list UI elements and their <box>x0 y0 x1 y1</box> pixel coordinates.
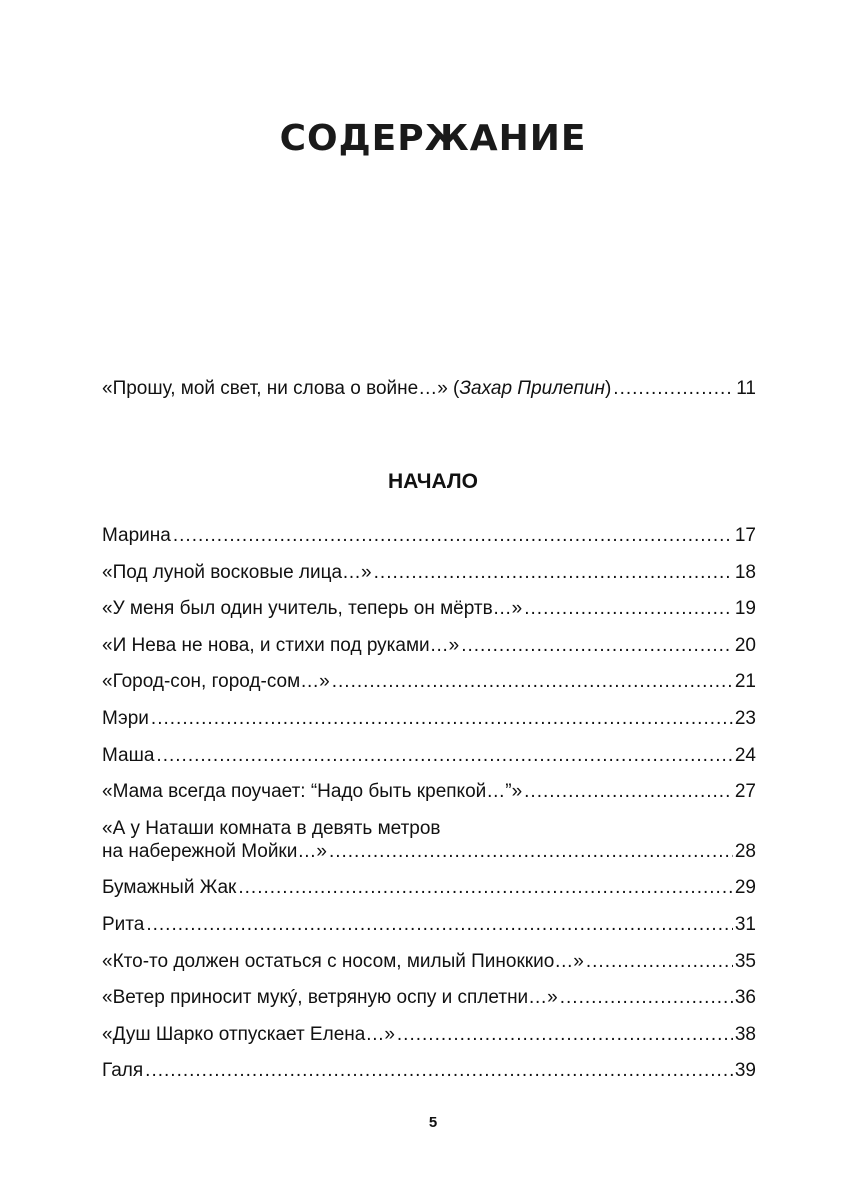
toc-entry-title: Галя <box>102 1060 144 1082</box>
toc-entry-page: 31 <box>734 913 756 935</box>
toc-entry-title: «Под луной восковые лица…» <box>102 561 372 583</box>
toc-entry[interactable] <box>102 950 756 973</box>
toc-list <box>102 524 756 1096</box>
toc-entry[interactable] <box>102 707 756 730</box>
dot-leader <box>151 707 733 730</box>
dot-leader <box>332 670 733 693</box>
dot-leader <box>329 840 733 863</box>
toc-entry[interactable] <box>102 1023 756 1046</box>
page-title: СОДЕРЖАНИЕ <box>279 118 587 159</box>
dot-leader <box>586 950 733 973</box>
toc-entry-title: Бумажный Жак <box>102 877 237 899</box>
toc-entry-page: 29 <box>734 877 756 899</box>
dot-leader <box>524 597 733 620</box>
toc-entry-title: «У меня был один учитель, теперь он мёртв…» <box>102 598 523 620</box>
toc-entry-title: «Душ Шарко отпускает Елена…» <box>102 1023 395 1045</box>
dot-leader <box>560 986 733 1009</box>
toc-entry-page: 38 <box>734 1023 756 1045</box>
toc-entry-title: «Мама всегда поучает: “Надо быть крепкой…”» <box>102 781 523 803</box>
toc-entry-title: Мэри <box>102 707 149 729</box>
toc-entry-page: 28 <box>734 840 756 862</box>
toc-entry[interactable] <box>102 670 756 693</box>
dot-leader <box>374 561 733 584</box>
toc-entry-title: «Город-сон, город-сом…» <box>102 671 330 693</box>
toc-entry[interactable] <box>102 1059 756 1082</box>
toc-entry-page: 36 <box>734 987 756 1009</box>
toc-entry[interactable] <box>102 876 756 899</box>
toc-entry-page: 21 <box>734 671 756 693</box>
dot-leader <box>238 876 733 899</box>
preface-page-number: 11 <box>736 378 756 399</box>
toc-entry-title: Маша <box>102 744 155 766</box>
toc-entry[interactable] <box>102 780 756 803</box>
dot-leader <box>146 913 733 936</box>
dot-leader <box>173 524 733 547</box>
toc-entry[interactable] <box>102 634 756 657</box>
toc-entry[interactable] <box>102 986 756 1009</box>
dot-leader <box>613 377 734 400</box>
toc-entry-page: 39 <box>734 1060 756 1082</box>
toc-entry-page: 19 <box>734 598 756 620</box>
toc-entry-title: Рита <box>102 913 145 935</box>
toc-entry[interactable] <box>102 597 756 620</box>
preface-entry[interactable] <box>102 377 756 414</box>
page-number: 5 <box>428 1114 438 1131</box>
toc-entry[interactable] <box>102 817 756 863</box>
toc-entry-title-line1: «А у Наташи комната в девять метров <box>102 817 441 839</box>
dot-leader <box>524 780 733 803</box>
section-heading: НАЧАЛО <box>388 470 478 493</box>
preface-title: «Прошу, мой свет, ни слова о войне…» (Захар Прилепин) <box>102 378 612 399</box>
preface-author: Захар Прилепин <box>459 378 605 399</box>
dot-leader <box>461 634 733 657</box>
toc-entry[interactable] <box>102 524 756 547</box>
toc-entry-title: «И Нева не нова, и стихи под руками…» <box>102 634 460 656</box>
toc-entry-page: 20 <box>734 634 756 656</box>
dot-leader <box>397 1023 733 1046</box>
toc-entry-page: 18 <box>734 561 756 583</box>
dot-leader <box>145 1059 733 1082</box>
toc-entry[interactable] <box>102 913 756 936</box>
toc-entry-title-line2: на набережной Мойки…» <box>102 840 327 862</box>
toc-entry-page: 17 <box>734 525 756 546</box>
toc-entry-title: «Ветер приносит мукý, ветряную оспу и сплетни…» <box>102 987 558 1009</box>
toc-entry-page: 24 <box>734 744 756 766</box>
toc-entry-title: Марина <box>102 525 171 546</box>
toc-entry[interactable] <box>102 561 756 584</box>
dot-leader <box>156 744 732 767</box>
toc-entry-page: 35 <box>734 950 756 972</box>
toc-entry-page: 27 <box>734 781 756 803</box>
toc-entry[interactable] <box>102 744 756 767</box>
toc-entry-title: «Кто-то должен остаться с носом, милый Пиноккио…» <box>102 950 584 972</box>
toc-entry-page: 23 <box>734 707 756 729</box>
